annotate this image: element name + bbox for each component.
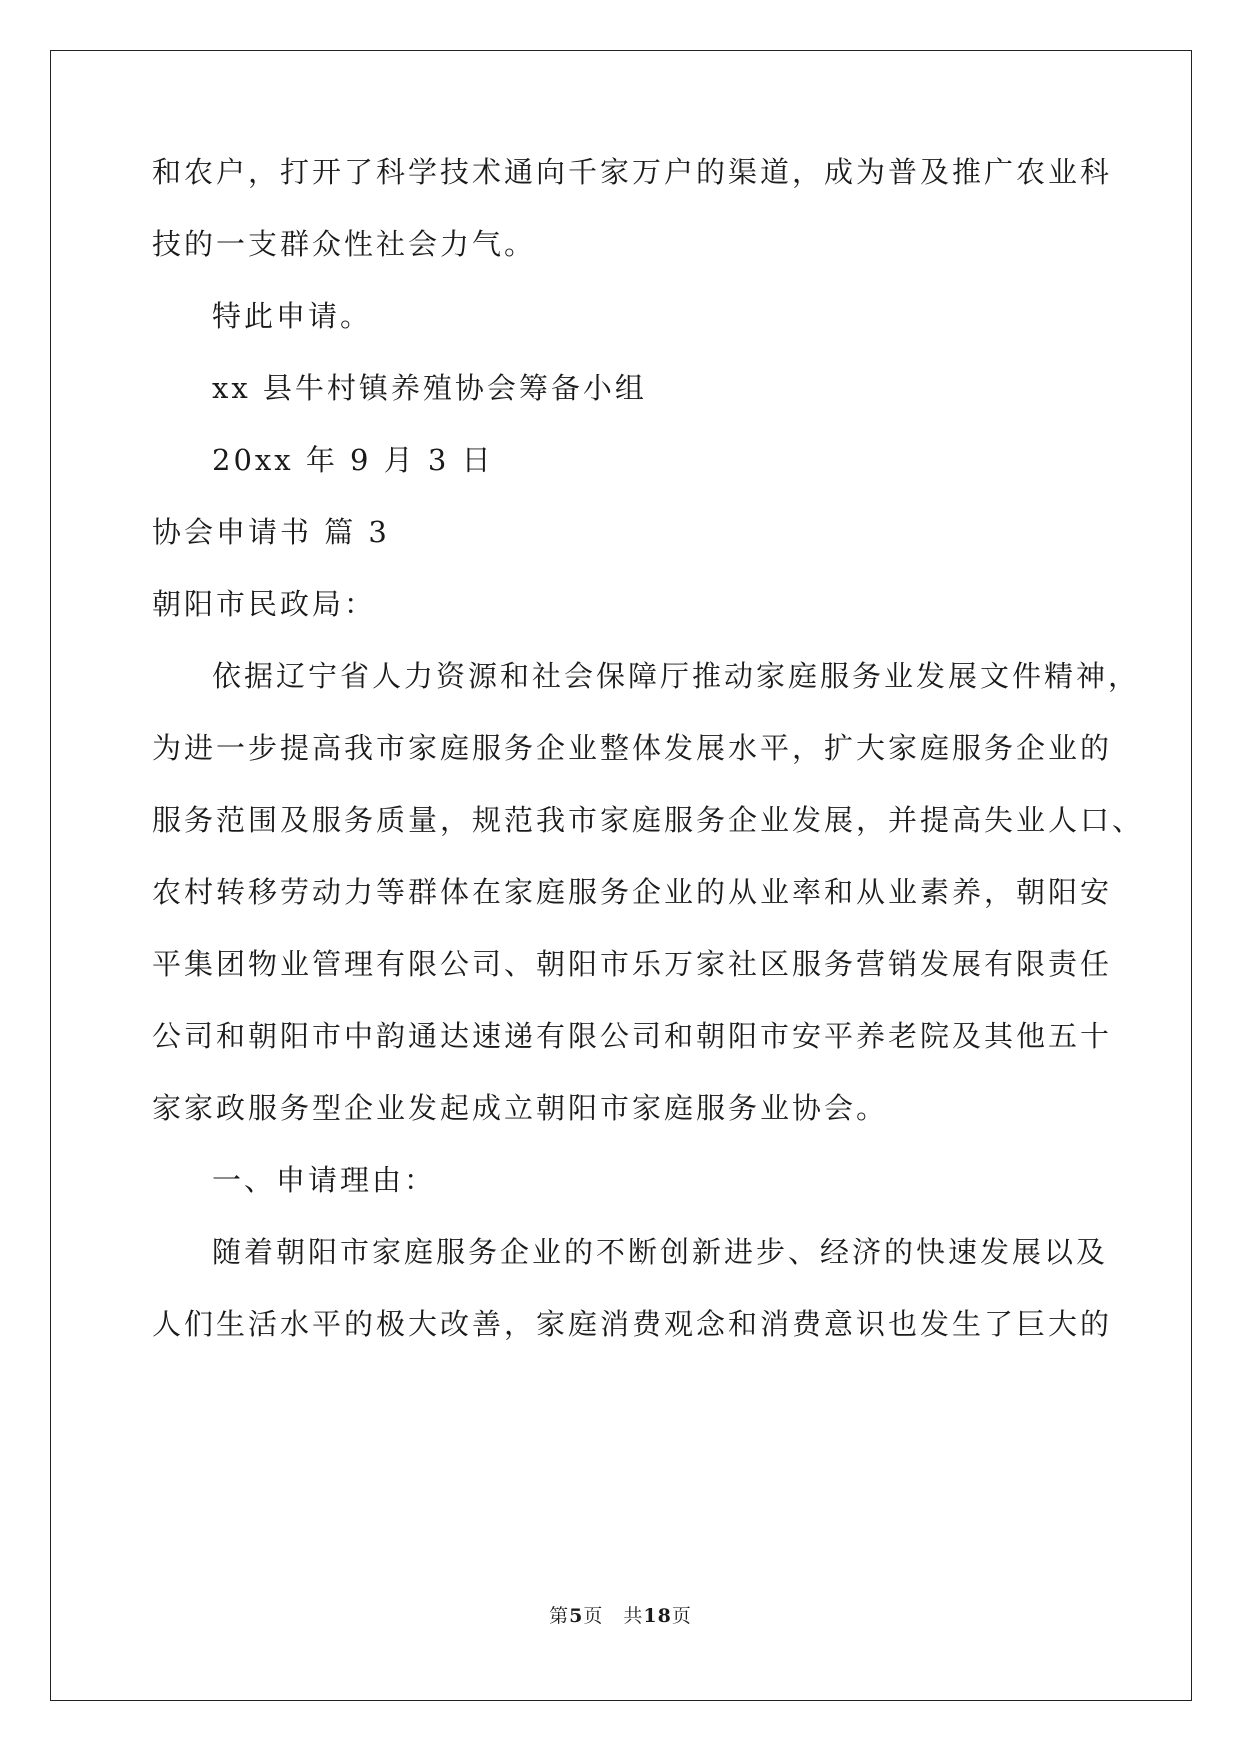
footer-page-suffix: 页 [583,1605,604,1627]
footer-page-prefix: 第 [549,1605,570,1627]
text-line-16: 随着朝阳市家庭服务企业的不断创新进步、经济的快速发展以及 [212,1235,1109,1269]
section-heading: 协会申请书 篇 3 [152,515,390,549]
subheading-reason: 一、申请理由： [212,1163,437,1197]
text-line-8: 依据辽宁省人力资源和社会保障厅推动家庭服务业发展文件精神， [212,659,1141,693]
text-line-10: 服务范围及服务质量，规范我市家庭服务企业发展，并提高失业人口、 [152,803,1145,837]
signature-organization: xx 县牛村镇养殖协会筹备小组 [212,371,647,405]
closing-phrase: 特此申请。 [212,299,373,333]
footer-total-pages: 18 [643,1605,672,1627]
text-line-14: 家家政服务型企业发起成立朝阳市家庭服务业协会。 [152,1091,889,1125]
text-line-9: 为进一步提高我市家庭服务企业整体发展水平，扩大家庭服务企业的 [152,731,1113,765]
signature-date: 20xx 年 9 月 3 日 [212,443,494,477]
page-footer [0,1604,1241,1628]
footer-total-suffix: 页 [671,1605,692,1627]
text-line-2: 技的一支群众性社会力气。 [152,227,537,261]
text-line-11: 农村转移劳动力等群体在家庭服务企业的从业率和从业素养，朝阳安 [152,875,1113,909]
text-line-17: 人们生活水平的极大改善，家庭消费观念和消费意识也发生了巨大的 [152,1307,1113,1341]
text-line-13: 公司和朝阳市中韵通达速递有限公司和朝阳市安平养老院及其他五十 [152,1019,1113,1053]
text-line-1: 和农户，打开了科学技术通向千家万户的渠道，成为普及推广农业科 [152,155,1113,189]
footer-total-prefix: 共 [623,1605,644,1627]
text-line-12: 平集团物业管理有限公司、朝阳市乐万家社区服务营销发展有限责任 [152,947,1113,981]
salutation: 朝阳市民政局： [152,587,377,621]
footer-page-number: 5 [569,1605,584,1627]
